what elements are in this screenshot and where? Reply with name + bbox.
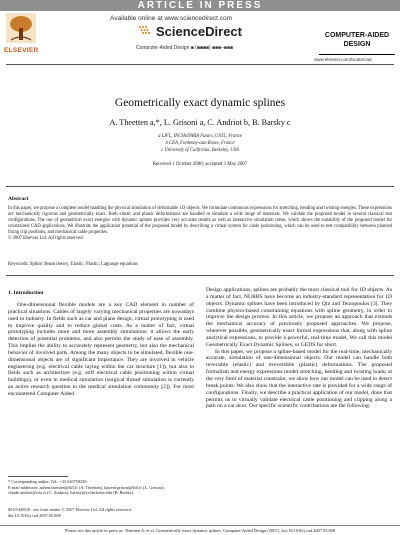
affiliation-c: c University of California, Berkeley, USA	[161, 148, 239, 153]
article-title: Geometrically exact dynamic splines	[114, 97, 286, 109]
section-heading-introduction: 1. Introduction	[8, 290, 44, 296]
author-list: A. Theetten a,*, L. Grisoni a, C. Andriot b, B. Barsky c	[109, 118, 291, 127]
journal-title	[319, 31, 395, 49]
copyright-notice: © 2007 Elsevier Ltd. All rights reserved.	[8, 236, 84, 242]
available-online-text: Available online at www.sciencedirect.com	[110, 15, 232, 22]
publisher-name: ELSEVIER	[4, 47, 39, 54]
affiliation-b: b CEA, Fontenay-aux-Roses, France	[165, 141, 235, 146]
header-rule	[6, 64, 394, 65]
abstract-heading: Abstract	[8, 196, 29, 202]
email-addresses: E-mail addresses: adrien.theetten@lifl.fr (A. Theetten), laurent.grisoni@lifl.fr (L. Grisoni), claude.andriot@cea.fr (C. Andriot), barsky@cs.berkeley.edu (B. Barsky).	[8, 484, 165, 496]
left-column-text	[8, 302, 194, 398]
journal-title-line-1: COMPUTER-AIDED	[324, 32, 390, 39]
doi-line[interactable]: doi:10.1016/j.cad.2007.05.008	[8, 512, 61, 518]
corresponding-author-note: * Corresponding author. Tel.: +33 620758250.	[8, 479, 88, 484]
journal-url[interactable]: www.elsevier.com/locate/cad	[314, 57, 372, 62]
journal-title-line-2: DESIGN	[343, 41, 371, 48]
footnote	[8, 479, 194, 496]
right-column-text	[206, 287, 392, 410]
abstract-bottom-rule	[6, 275, 394, 276]
abstract-top-rule	[6, 186, 394, 187]
affiliation-a: a LIFL, INCIA/INRIA Futurs, USTL, France	[158, 134, 242, 139]
keywords: Keywords: Spline; Beam theory; Elastic; Plastic; Lagrange equations	[8, 262, 138, 267]
article-in-press-banner: ARTICLE IN PRESS	[0, 0, 400, 11]
footnote-rule	[8, 476, 68, 477]
sciencedirect-wordmark: ScienceDirect	[156, 24, 242, 39]
citation-bar: Please cite this article in press as: Theetten A, et al. Geometrically exact dynamic splines. Computer-Aided Design (2007), doi:10.1016/j.cad.2007.05.008	[0, 525, 400, 535]
issn-line: 0010-4485/$ - see front matter © 2007 Elsevier Ltd. All rights reserved.	[8, 507, 132, 512]
elsevier-tree-logo	[6, 13, 36, 43]
journal-reference: Computer-Aided Design ■ (■■■■) ■■■–■■■	[136, 45, 233, 51]
abstract-body	[8, 206, 392, 243]
intro-paragraph-continued: Design applications, splines are probably the most classical tool for 1D objects. As a matter of fact, NURBS have become an industry-standard representation for 1D objects. Dynamic splines have been introduced by Qin and Terzopoulos [3]. They combine physics-based constraining equations with spline geometry, in order to improve the design process. In this article, we propose an approach that extends the mechanical accuracy of previously proposed approaches. We propose, wherever possible, geometrically exact formal expressions that, along with spline analytical expressions, to provide a powerful, real-time model. We call this model Geometrically Exact Dynamic Splines, or GEDS for short.	[206, 287, 392, 348]
issn-block	[8, 507, 194, 518]
intro-paragraph: In this paper, we propose a spline-based model for the real-time, mechanically accurate, simulation of one-dimensional objects. Our model can handle both reversible (elastic) and irreversible (plastic) deformations. The proposed formalism and energy expressions model stretching, bending and twisting loads; at the very limit of material constraint, we show how our model can be used to detect break points. We also show that the interactive rate is provided for a wide range of configurations. Finally, we describe a practical application of our model, done that permits us to virtually validate electrical cable positioning and clipping along a path on a car door. Our specific scientific contributions are the following:	[206, 348, 392, 410]
received-dates: Received 1 October 2006; accepted 3 May 2007	[152, 162, 248, 167]
sciencedirect-dots-icon	[138, 25, 152, 35]
abstract-text: In this paper, we propose a complete model handling the physical simulation of deformable 1D objects. We formulate continuous expressions for stretching, bending and twisting energies. These expressions are mechanically rigorous and geometrically exact. Both elastic and plastic deformations are handled to simulate a wide range of materials. We validate the proposed model in several classical test configurations. The use of geometrical exact energies with dynamic splines provides very accurate results as well as interactive simulation times, which shows the suitability of the proposed model for constrained CAD applications. We illustrate the application potential of the proposed model by describing a virtual system for cable positioning, which can be used to test compatibility between planned fixing clip positions, and mechanical cable properties.	[8, 206, 392, 236]
intro-paragraph: One-dimensional flexible models are a key CAD element in number of practical situations. Cables of largely varying mechanical properties are nowadays used in industry. In fields such as car and plane design, virtual prototyping is used to improve quality and to reduce global costs. As a matter of fact, virtual prototyping includes more and more assembly simulations: it allows the early detection of potential problems, and also permits the study of ease of assembly. This implies the ability to accurately represent geometry, but also the mechanical behavior of involved parts. Among the many objects to be simulated, flexible one-dimensional objects are of significant importance. They are involved in vehicle engineering (e.g. electrical cable laying within the car structure [1]), but also in fields such as architecture (e.g. stiff electrical cable positioning within virtual buildings), or even in medical simulation (surgical thread simulation is currently an active research question in the medical simulation community [2]). For most encountered Computer Aided	[8, 302, 194, 397]
